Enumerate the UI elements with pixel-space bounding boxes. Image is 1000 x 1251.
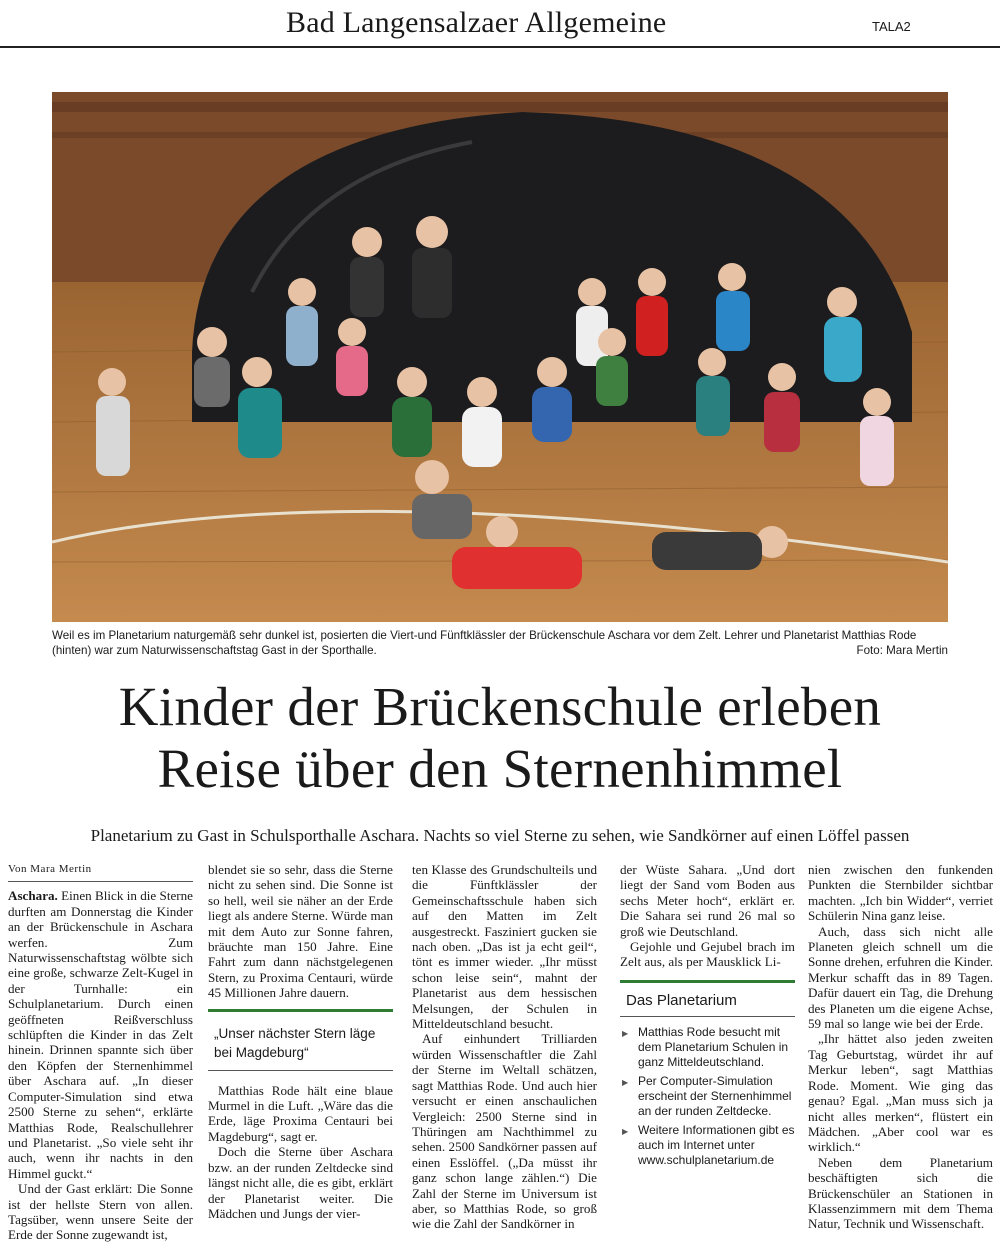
- article-column-4: [620, 862, 795, 1172]
- paragraph: ten Klasse des Grundschulteils und die Fünftklässler der Gemeinschaftsschule haben sich auf den Matten im Zelt ausgestreckt. Fasziniert gucken sie nach oben. „Das ist ja echt geil“, tönt es immer wieder. „Ihr müsst schon leise sein“, mahnt der Planetarist aus dem hessischen Melsungen, der Schulen in Mitteldeutschland besucht.: [412, 862, 597, 1032]
- paragraph: Auch, dass sich nicht alle Planeten gleich schnell um die Sonne drehen, erfuhren die Kinder. Merkur schafft das in 89 Tagen. Dafür dauert ein Tag, die Drehung des Planeten um die eigene Achse, 59 mal so lange wie bei der Erde.: [808, 923, 993, 1032]
- paragraph: Und der Gast erklärt: Die Sonne ist der hellste Stern von allen. Tagsüber, wenn unsere Seite der Erde der Sonne zugewandt ist,: [8, 1181, 193, 1243]
- paragraph-text: Einen Blick in die Sterne durften am Donnerstag die Kinder an der Brückenschule in Aschara werfen. Zum Naturwissenschaftstag wölbte sich eine große, schwarze Zelt-Kugel in der Turnhalle: ein Schulplanetarium. Durch einen geöffneten Reißverschluss schlüpften die Kinder in das Zelt hinein. Drinnen spannte sich über den Köpfen der Sternenhimmel über Aschara auf. „In dieser Computer-Simulation sind etwa 2500 Sterne zu sehen“, erklärte Matthias Rode, Realschullehrer und Planetarist. „So viele seht ihr auch, wenn ihr nachts in den Himmel guckt.“: [8, 888, 193, 1181]
- article-column-5: [808, 862, 993, 1232]
- subheadline: Planetarium zu Gast in Schulsporthalle Aschara. Nachts so viel Sterne zu sehen, wie Sandkörner auf einen Löffel passen: [90, 826, 910, 845]
- caption-text: Weil es im Planetarium naturgemäß sehr dunkel ist, posierten die Viert-und Fünftklässler der Brückenschule Aschara vor dem Zelt. Lehrer und Planetarist Matthias Rode (hinten) war zum Naturwissenschaftstag Gast in der Sporthalle.: [52, 629, 917, 657]
- list-item: ▶ Matthias Rode besucht mit dem Planetarium Schulen in ganz Mitteldeutschland.: [620, 1025, 795, 1070]
- photo-caption: [52, 628, 948, 658]
- byline: Von Mara Mertin: [8, 862, 193, 882]
- info-box-list: [620, 1025, 795, 1168]
- article-column-3: [412, 862, 597, 1232]
- paragraph: blendet sie so sehr, dass die Sterne nicht zu sehen sind. Die Sonne ist so hell, weil sie näher an der Erde liegt als andere Sterne. Würde man mit dem Auto zur Sonne fahren, bräuchte man 150 Jahre. Eine Fahrt zum dann nächstgelegenen Stern, zu Proxima Centauri, würde 45 Millionen Jahre dauern.: [208, 862, 393, 1001]
- dateline-place: Aschara.: [8, 888, 58, 904]
- article-photo: [52, 92, 948, 622]
- list-item: ▶ Weitere Informationen gibt es auch im Internet unter www.schulplanetarium.de: [620, 1123, 795, 1168]
- info-box: [620, 980, 795, 1168]
- paragraph: der Wüste Sahara. „Und dort liegt der Sand vom Boden aus sechs Meter hoch“, erklärt er. Die Sahara sei rund 26 mal so groß wie Deutschland.: [620, 862, 795, 939]
- photo-credit: Foto: Mara Mertin: [856, 644, 948, 657]
- page-code: TALA2: [872, 19, 911, 34]
- newspaper-name: Bad Langensalzaer Allgemeine: [286, 6, 667, 39]
- article-column-1: [8, 862, 193, 1243]
- paragraph: Auf einhundert Trilliarden würden Wissenschaftler die Zahl der Sterne im Weltall schätzen, sagt Matthias Rode. Und auch hier versucht er einen anschaulichen Vergleich: 2500 Sterne sind in Thüringen am Nachthimmel zu sehen. 2500 Sandkörner passen auf einen Esslöffel. („Da müsst ihr ganz schon lange zählen.“) Die Zahl der Sterne im Universum ist aber, so Matthias Rode, so groß wie die Zahl der Sandkörner in: [412, 1031, 597, 1232]
- paragraph: Doch die Sterne über Aschara bzw. an der runden Zeltdecke sind längst nicht alle, die es gibt, erklärt der Planetarist weiter. Die Mädchen und Jungs der vier-: [208, 1144, 393, 1221]
- info-box-title: Das Planetarium: [620, 993, 795, 1017]
- masthead: [0, 0, 1000, 48]
- paragraph: [8, 888, 193, 1181]
- paragraph: „Ihr hättet also jeden zweiten Tag Geburtstag, würdet ihr auf Merkur leben“, sagt Matthias Rode. Moment. Wie ging das genau? Egal. „Man muss sich ja nicht alles merken“, flüstert ein Mädchen. „Aber cool war es wirklich.“: [808, 1031, 993, 1155]
- paragraph: Gejohle und Gejubel brach im Zelt aus, als per Mausklick Li-: [620, 939, 795, 970]
- paragraph: Neben dem Planetarium beschäftigten sich die Brückenschüler an Stationen in Klassenzimmern mit dem Thema Natur, Technik und Wissenschaft.: [808, 1154, 993, 1232]
- list-item: ▶ Per Computer-Simulation erscheint der Sternenhimmel an der runden Zeltdecke.: [620, 1074, 795, 1119]
- paragraph: nien zwischen den funkenden Punkten die Sternbilder sichtbar machten. „Ich bin Widder“, verriet Schülerin Nina ganz leise.: [808, 862, 993, 924]
- paragraph: Matthias Rode hält eine blaue Murmel in die Luft. „Wäre das die Erde, läge Proxima Centauri bei Magdeburg“, sagt er.: [208, 1082, 393, 1144]
- headline-line-1: Kinder der Brückenschule erleben: [118, 676, 882, 737]
- article-column-2: [208, 862, 393, 1221]
- pull-quote: „Unser nächster Stern läge bei Magdeburg“: [208, 1009, 393, 1071]
- headline: [0, 676, 1000, 800]
- headline-line-2: Reise über den Sternenhimmel: [157, 738, 843, 799]
